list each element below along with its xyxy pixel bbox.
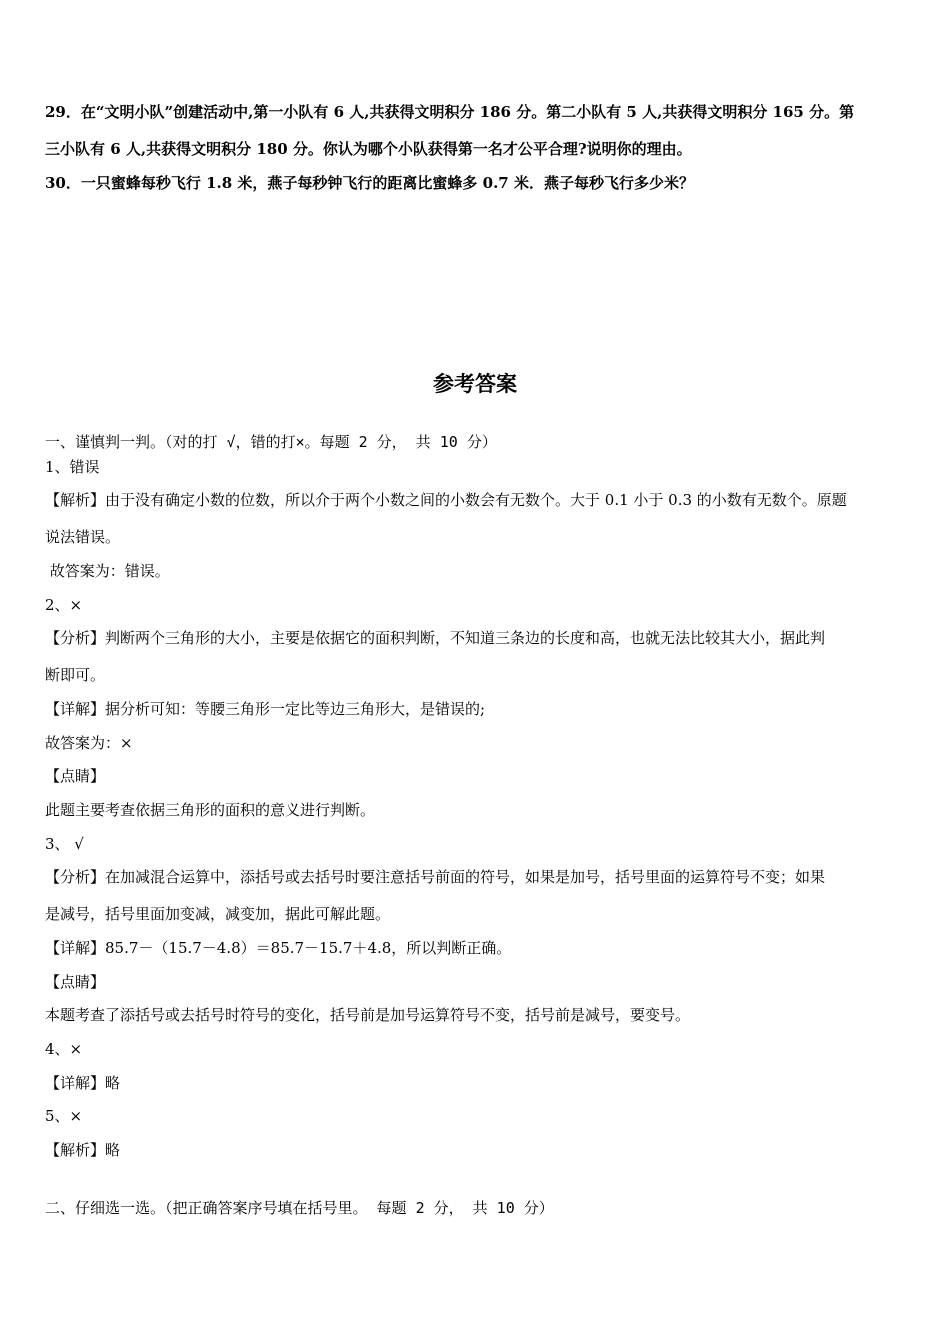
answer-2-conclusion: 故答案为：× <box>45 734 133 752</box>
answer-1-analysis-line1: 【解析】由于没有确定小数的位数，所以介于两个小数之间的小数会有无数个。大于 0.1 小于 0.3 的小数有无数个。原题 <box>45 491 847 509</box>
question-30: 30．一只蜜蜂每秒飞行 1.8 米，燕子每秒钟飞行的距离比蜜蜂多 0.7 米．燕子每秒飞行多少米？ <box>45 174 694 192</box>
answer-3-analysis-line1: 【分析】在加减混合运算中，添括号或去括号时要注意括号前面的符号，如果是加号，括号里面的运算符号不变；如果 <box>45 868 826 886</box>
answer-1-analysis-line2: 说法错误。 <box>45 528 121 546</box>
answer-2-analysis-line1: 【分析】判断两个三角形的大小，主要是依据它的面积判断，不知道三条边的长度和高，也就无法比较其大小，据此判 <box>45 629 826 647</box>
answer-1: 1、错误 <box>45 458 100 476</box>
answer-4-detail: 【详解】略 <box>45 1074 121 1092</box>
answer-1-conclusion: 故答案为：错误。 <box>45 562 170 580</box>
section-2-heading: 二、仔细选一选。（把正确答案序号填在括号里。 每题 2 分， 共 10 分） <box>45 1199 554 1217</box>
answer-2: 2、× <box>45 596 83 614</box>
answer-3-detail: 【详解】85.7－（15.7－4.8）＝85.7－15.7＋4.8，所以判断正确。 <box>45 939 512 957</box>
answer-5-analysis: 【解析】略 <box>45 1141 121 1159</box>
answer-2-comment: 此题主要考查依据三角形的面积的意义进行判断。 <box>45 801 376 819</box>
answer-2-detail: 【详解】据分析可知：等腰三角形一定比等边三角形大，是错误的; <box>45 700 486 718</box>
answer-2-analysis-line2: 断即可。 <box>45 666 106 684</box>
answer-3-analysis-line2: 是减号，括号里面加变减，减变加，据此可解此题。 <box>45 905 391 923</box>
answer-3: 3、 √ <box>45 835 84 853</box>
question-29-line1: 29．在“文明小队”创建活动中,第一小队有 6 人,共获得文明积分 186 分。第二小队有 5 人,共获得文明积分 165 分。第 <box>45 103 855 121</box>
answer-3-comment: 本题考查了添括号或去括号时符号的变化，括号前是加号运算符号不变，括号前是减号，要变号。 <box>45 1006 691 1024</box>
section-1-heading: 一、谨慎判一判。（对的打 √，错的打×。每题 2 分， 共 10 分） <box>45 433 497 451</box>
question-29-line2: 三小队有 6 人,共获得文明积分 180 分。你认为哪个小队获得第一名才公平合理?说明你的理由。 <box>45 140 692 158</box>
answer-title: 参考答案 <box>433 372 517 396</box>
answer-4: 4、× <box>45 1040 83 1058</box>
answer-2-comment-label: 【点睛】 <box>45 767 106 785</box>
answer-5: 5、× <box>45 1107 83 1125</box>
answer-3-comment-label: 【点睛】 <box>45 973 106 991</box>
